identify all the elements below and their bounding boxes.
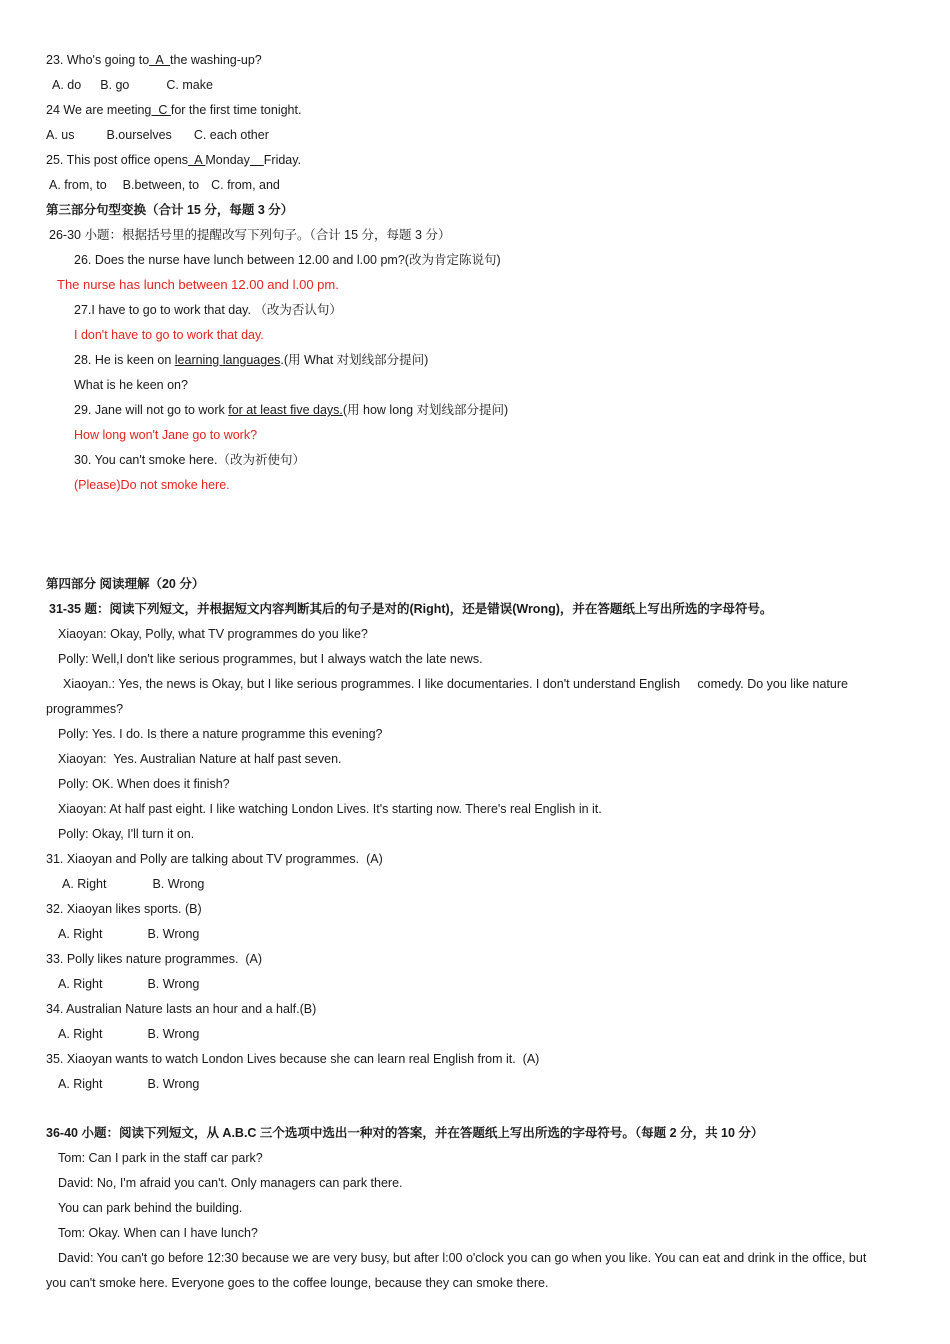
answer-30: (Please)Do not smoke here. (74, 478, 230, 492)
question-35-options (58, 1075, 904, 1093)
option-c: C. each other (193, 128, 269, 142)
question-35: 35. Xiaoyan wants to watch London Lives because she can learn real English from it. (A) (46, 1052, 540, 1066)
option-c: C. from, and (211, 178, 280, 192)
option-b: B.ourselves (106, 128, 172, 142)
part-4-instructions: 31-35 题：阅读下列短文，并根据短文内容判断其后的句子是对的(Right)，还是错误(Wrong)，并在答题纸上写出所选的字母符号。 (49, 602, 773, 616)
part-3-instructions: 26-30 小题：根据括号里的提醒改写下列句子。（合计 15 分，每题 3 分） (49, 228, 451, 242)
option-wrong: B. Wrong (147, 977, 200, 991)
question-34: 34. Australian Nature lasts an hour and a half.(B) (46, 1002, 317, 1016)
option-b: B.between, to (122, 178, 200, 192)
option-wrong: B. Wrong (147, 1077, 200, 1091)
dialog-2-line: David: You can't go before 12:30 because we are very busy, but after l:00 o'clock you can go when you like. You can eat and drink in the office, but (58, 1251, 867, 1265)
question-25-options (49, 176, 904, 194)
dialog-1-line: Polly: OK. When does it finish? (58, 777, 230, 791)
option-right: A. Right (58, 1077, 103, 1091)
dialog-2-line: David: No, I'm afraid you can't. Only managers can park there. (58, 1176, 403, 1190)
dialog-1-line: Polly: Yes. I do. Is there a nature programme this evening? (58, 727, 383, 741)
q23-text-end: the washing-up? (170, 53, 262, 67)
question-23 (46, 51, 904, 69)
answer-28: What is he keen on? (74, 378, 188, 392)
dialog-2-line: Tom: Okay. When can I have lunch? (58, 1226, 258, 1240)
dialog-2-line: Tom: Can I park in the staff car park? (58, 1151, 263, 1165)
option-wrong: B. Wrong (152, 877, 205, 891)
question-25 (46, 151, 904, 169)
option-wrong: B. Wrong (147, 1027, 200, 1041)
dialog-1-line: Xiaoyan: Yes. Australian Nature at half past seven. (58, 752, 342, 766)
question-32: 32. Xiaoyan likes sports. (B) (46, 902, 202, 916)
question-29 (74, 401, 904, 419)
q29-instruction: (用 how long 对划线部分提问) (342, 403, 509, 417)
question-33: 33. Polly likes nature programmes. (A) (46, 952, 263, 966)
q25-text-end: Friday. (263, 153, 302, 167)
part-3-heading: 第三部分句型变换（合计 15 分，每题 3 分） (46, 203, 294, 217)
question-31-options (62, 875, 904, 893)
q23-text: 23. Who's going to (46, 53, 150, 67)
question-24-options (46, 126, 904, 144)
q24-text: 24 We are meeting (46, 103, 152, 117)
part-4-heading: 第四部分 阅读理解（20 分） (46, 577, 205, 591)
option-a: A. from, to (49, 178, 107, 192)
dialog-2-line: You can park behind the building. (58, 1201, 243, 1215)
q24-answer-blank: C (151, 103, 171, 117)
answer-29: How long won't Jane go to work? (74, 428, 258, 442)
dialog-1-line: Xiaoyan.: Yes, the news is Okay, but I like serious programmes. I like documentaries. I don't understand English comedy. Do you like nature (63, 677, 848, 691)
question-26: 26. Does the nurse have lunch between 12.00 and l.00 pm?(改为肯定陈说句) (74, 253, 501, 267)
q25-answer-blank: A (188, 153, 206, 167)
q25-second-blank (250, 151, 264, 169)
dialog-2-line: you can't smoke here. Everyone goes to the coffee lounge, because they can smoke there. (46, 1276, 549, 1290)
question-24 (46, 101, 904, 119)
option-right: A. Right (58, 977, 103, 991)
q28-instruction: .(用 What 对划线部分提问) (280, 353, 429, 367)
option-right: A. Right (62, 877, 107, 891)
option-a: A. do (52, 78, 82, 92)
dialog-1-line: Xiaoyan: Okay, Polly, what TV programmes do you like? (58, 627, 368, 641)
option-a: A. us (46, 128, 75, 142)
question-28 (74, 351, 904, 369)
option-wrong: B. Wrong (147, 927, 200, 941)
option-b: B. go (100, 78, 130, 92)
question-30: 30. You can't smoke here.（改为祈使句） (74, 453, 305, 467)
question-34-options (58, 1025, 904, 1043)
q28-text: 28. He is keen on (74, 353, 175, 367)
dialog-1-line: Xiaoyan: At half past eight. I like watching London Lives. It's starting now. There's real English in it. (58, 802, 602, 816)
q24-text-end: for the first time tonight. (170, 103, 302, 117)
question-23-options (52, 76, 904, 94)
option-right: A. Right (58, 1027, 103, 1041)
dialog-1-line: Polly: Okay, I'll turn it on. (58, 827, 195, 841)
question-27: 27.I have to go to work that day. （改为否认句） (74, 303, 342, 317)
question-33-options (58, 975, 904, 993)
dialog-1-line: Polly: Well,I don't like serious programmes, but I always watch the late news. (58, 652, 483, 666)
section-36-40-instructions: 36-40 小题：阅读下列短文，从 A.B.C 三个选项中选出一种对的答案，并在答题纸上写出所选的字母符号。（每题 2 分，共 10 分） (46, 1126, 764, 1140)
q23-answer-blank: A (149, 53, 171, 67)
q29-text: 29. Jane will not go to work (74, 403, 229, 417)
answer-26: The nurse has lunch between 12.00 and l.00 pm. (57, 277, 339, 292)
question-32-options (58, 925, 904, 943)
q29-underlined-part: for at least five days. (228, 403, 343, 417)
q25-text-mid: Monday (205, 153, 250, 167)
option-c: C. make (166, 78, 213, 92)
option-right: A. Right (58, 927, 103, 941)
answer-27: I don't have to go to work that day. (74, 328, 264, 342)
dialog-1-line: programmes? (46, 702, 124, 716)
q25-text: 25. This post office opens (46, 153, 188, 167)
question-31: 31. Xiaoyan and Polly are talking about TV programmes. (A) (46, 852, 383, 866)
q28-underlined-part: learning languages (174, 353, 281, 367)
